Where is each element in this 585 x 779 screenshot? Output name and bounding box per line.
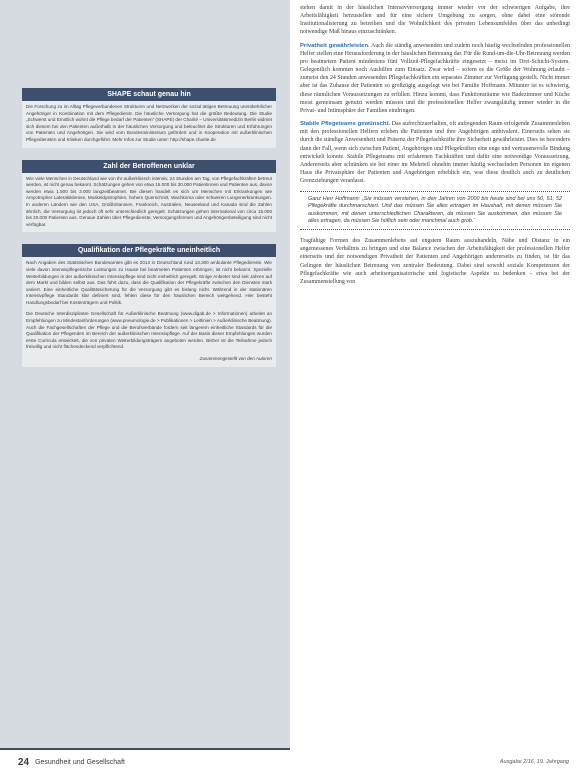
pull-quote: Ganz Herr Hoffmann: „Sie müssen verstehen, in den Jahren von 2000 bis heute sind bei uns 50, 51, 52 Pflegekräfte durchmarschiert. Und das müssen Sie alles ertragen im Haushalt, mit denen müssen Sie auskommen, mit denen unterschiedlichen Charakteren, da müssen Sie auskommen, das müssen Sie alles ertragen, da müssen Sie höflich sein oder manchmal auch grob.“ <box>300 191 570 230</box>
article-paragraph <box>300 120 570 185</box>
page-number: 24 <box>18 757 30 768</box>
article-paragraph: stehen damit in der häuslichen Intensivversorgung immer wieder vor der schwierigen Aufgabe, ihre Arbeitsfähigkeit herzustellen und für eine sichere Umgebung zu sorgen, ohne dabei eine störende Institutionalisierung zu betreiben und die Wohnlichkeit des privaten Lebensumfeldes über das unbedingt notwendige Maß hinaus einzuschränken. <box>300 5 570 36</box>
footer-section <box>18 757 125 768</box>
article-paragraph <box>300 42 570 115</box>
footer-section-title: Gesundheit und Gesellschaft <box>35 759 125 766</box>
article-column <box>300 4 570 291</box>
info-box-shape <box>22 88 276 148</box>
info-box-heading: SHAPE schaut genau hin <box>22 88 276 101</box>
info-box-signature: Zusammengestellt von den Autoren <box>199 356 272 362</box>
info-box-qualifikation <box>22 244 276 366</box>
info-box-heading: Zahl der Betroffenen unklar <box>22 160 276 173</box>
article-paragraph: Tragfähige Formen des Zusammenlebens auf engstem Raum auszuhandeln, Nähe und Distanz in ein angemessenes Verhältnis zu bringen und eine Balance zwischen der Arbeitsfähigkeit der professionellen Helfer einerseits und der notwendigen Privatheit der Patienten und Angehörigen andererseits zu finden, ist für das Gelingen der häuslichen Betreuung von zentraler Bedeutung. Dabei sind sowohl soziale Kompetenzen der Pflegefachkräfte wie auch arbeitsorganisatorische und logistische Aspekte zu bedenken – etwa bei der Zusammenstellung von <box>300 238 570 285</box>
info-box-body <box>22 257 276 366</box>
info-box-zahl <box>22 160 276 233</box>
info-box-paragraph: Wie viele Menschen in Deutschland wie von Ihr außerklinisch intensiv, 24 Stunden am Tag, von Pflegefachkräften betreut werden, ist nicht genau bekannt. Schätzungen gehen von etwa 15.000 bis 30.000 Patientinnen und Patienten aus, davon werden etwa 1.500 bis 3.000 langzeitbeatmet. Bei diesen handelt es sich um Menschen mit Erkrankungen wie Amyotropher Lateralsklerose, Muskeldystrophien, hohem Querschnitt, Wachkoma oder schweren Lungenerkrankungen. In anderen Ländern wie den USA, Großbritannien, Frankreich, Australien, Neuseeland und Kanada sind die Zahlen ähnlich, die Versorgung ist jedoch oft sehr unterschiedlich geregelt. Schätzungen gehen international von circa 15.000 bis 20.000 Patienten aus. Genaue Zahlen über Pflegedienste, Versorgungsformen und Angehörigenbeteiligung sind nicht verfügbar. <box>26 175 272 227</box>
info-box-body <box>22 173 276 233</box>
footer-rule <box>0 748 290 750</box>
info-box-paragraph: Die Forschung zu im Alltag Pflegeverbundenen Strukturen und Netzwerken der sozial tätigen Betreuung unentbehrlicher Angehöriger in Kombination mit dem Pflegedienst. Die häusliche Versorgung hat die größte Bedeutung. Die Studie „Schwerst und Ernstlich wohnt die Pflege bedarf der Patienten“ (SHAPE) der Charité – Universitätsmedizin Berlin widmet sich diesem bei den Patienten außerhalb in der häuslichen Versorgung und beleuchtet die Strukturen und Erfahrungen von Patienten und Angehörigen. Sie wird vom Bundesministerium gefördert und in Kooperation mit außerklinischen Pflegediensten und Kliniken durchgeführt. Mehr Infos zur Studie unter: http://shape.charite.de <box>26 104 272 142</box>
info-box-paragraph: Nach Angaben des Statistischen Bundesamtes gibt es 2013 in Deutschland rund 13.300 ambulante Pflegedienste. Wie viele davon intensivpflegerische Leistungen zu Hause bei beatmeten Patienten erbringen, ist nicht bekannt. Spezielle Weiterbildungen in der außerklinischen Intensivpflege sind nicht einheitlich geregelt. Einige Anbieter sind seit Jahren auf dem Markt und bilden selbst aus. Das führt dazu, dass die Qualifikation der Pflegekräfte zwischen den Diensten stark variiert. Eine einheitliche Qualitätssicherung für die Versorgung gibt es bislang nicht. Während in der stationären Intensivpflege Standards klar definiert sind, fehlen diese für den häuslichen Bereich weitgehend. Hier besteht Handlungsbedarf bei Kostenträgern und Politik. <box>26 260 272 305</box>
info-box-paragraph: Die Deutsche Interdisziplinäre Gesellschaft für Außerklinische Beatmung (www.digab.de > Informationen) arbeitet an Empfehlungen zu Mindestanforderungen (www.pneumologie.de > Publikationen > Leitlinien > Außerklinische Beatmung). Auch die Fachgesellschaften der Pflege und die Berufsverbände fordern seit längerem einheitliche Standards für die Qualifikation der Pflegenden im Bereich der außerklinischen Intensivpflege. Auf der Basis dieser Empfehlungen wurden erste Curricula entwickelt, die von privaten Weiterbildungsträgern angeboten werden. Bisher ist die Teilnahme jedoch freiwillig und nicht flächendeckend verpflichtend. <box>26 311 272 350</box>
info-sidebar <box>0 0 290 748</box>
footer-issue: Ausgabe 2/16, 19. Jahrgang <box>499 759 569 765</box>
page-footer <box>0 748 585 779</box>
article-subheading: Privatheit gewährleisten. <box>300 42 370 49</box>
article-subheading: Stabile Pflegeteams gewünscht. <box>300 121 391 128</box>
article-paragraph-text: Auch die ständig anwesenden und zudem noch häufig wechselnden professionellen Helfer stellen eine Herausforderung in der häuslichen Betreuung dar. Für die Rund-um-die-Uhr-Betreuung werden pro beatmetem Patient mindestens fünf Vollzeit-Pflegefachkräfte eingesetzt – meist im Drei-Schicht-System. Gelegentlich kommen noch Aushilfen zum Einsatz. Zwar wird – sofern es die Größe der Wohnung erlaubt – zumeist den 24 Stunden anwesenden Pflegefachkräften ein separates Zimmer zur Verfügung gestellt. Nicht immer aber ist das Zuhause der Patienten so großzügig ausgelegt wie bei Familie Hoffmann. Mitunter ist es schwierig, diese räumlichen Voraussetzungen zu erfüllen. Hinzu kommt, dass Funktionsräume wie Badezimmer und Küche meist gemeinsam genutzt werden müssen und die professionellen Helfer zwangsläufig immer wieder in die Privat- und Intimsphäre der Familien eindringen. <box>300 42 571 114</box>
sidebar-top-space <box>0 0 290 88</box>
info-box-body <box>22 101 276 148</box>
info-box-heading: Qualifikation der Pflegekräfte uneinheitlich <box>22 244 276 257</box>
article-paragraph-text: Das aufrechtzuerhalten, oft aufregenden Raum erfolgende Zusammenleben mit den professionellen Helfern erleben die Patienten und ihre Angehörigen ambivalent. Einerseits sehen sie durch die ständige Anwesenheit und Präsenz der Pflegefachkräfte ihre Sicherheit gewährleistet. Dies ist besonders dann der Fall, wenn sich zwischen Patient, Angehörigen und Pflegekräften eine enge und vertrauensvolle Bindung entwickelt konnte. Stabile Pflegeteams mit erfahrenen Fachkräften und dafür eine notwendige Voraussetzung. Andererseits aber schränken sie bei einer im Mehrteil ohnehin immer häufig wechselnden Personen im eigenen Haus die Privatsphäre der Patienten und Angehörigen erheblich ein, was diese deutlich auch zu deutlichen Grenzziehungen veranlasst. <box>300 121 570 185</box>
